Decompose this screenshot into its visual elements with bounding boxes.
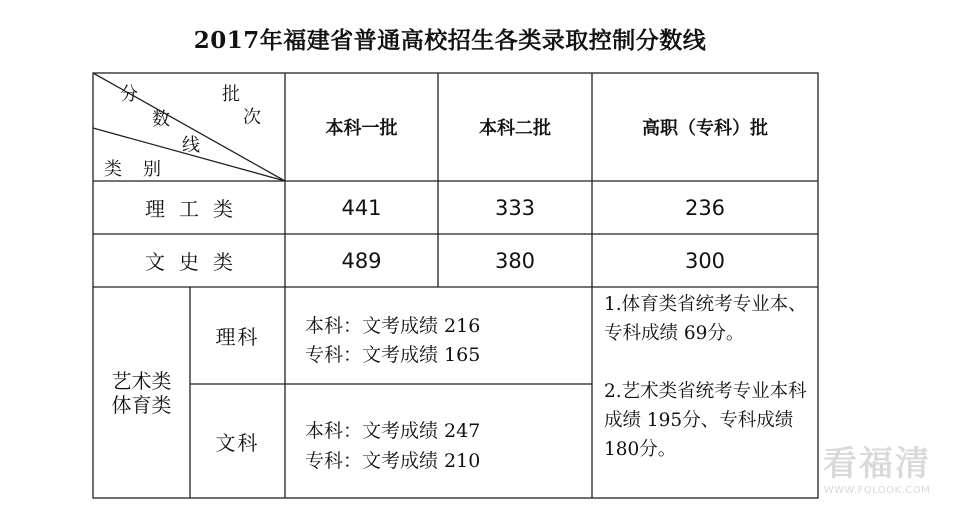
watermark-url: WWW.FQLOOK.COM — [823, 485, 931, 496]
row-category-art-sport — [93, 287, 190, 498]
watermark-brand: 看福清 — [823, 444, 931, 484]
art-sport-liberal-college: 专科：文考成绩 210 — [305, 450, 481, 472]
score-liberal-batch-1: 489 — [341, 248, 382, 273]
score-liberal-batch-2: 380 — [494, 248, 536, 273]
corner-label-pi: 批 — [222, 84, 240, 105]
header-batch-1: 本科一批 — [325, 118, 398, 139]
corner-label-lei: 类 — [104, 159, 122, 180]
score-liberal-vocational: 300 — [684, 248, 726, 273]
art-sport-science-undergrad: 本科：文考成绩 216 — [305, 315, 481, 337]
row-category-liberal-arts: 文史类 — [145, 250, 247, 274]
score-science-batch-2: 333 — [494, 195, 536, 220]
art-sport-science-college: 专科：文考成绩 165 — [305, 344, 481, 366]
corner-label-fen: 分 — [120, 84, 138, 105]
header-batch-2: 本科二批 — [479, 118, 551, 139]
art-sport-liberal-undergrad: 本科：文考成绩 247 — [305, 420, 481, 442]
corner-label-xian: 线 — [182, 135, 200, 156]
score-science-vocational: 236 — [684, 195, 726, 220]
art-sport-liberal-label: 文科 — [215, 430, 260, 455]
art-sport-science-label: 理科 — [215, 325, 260, 349]
page-title: 2017年福建省普通高校招生各类录取控制分数线 — [193, 27, 707, 54]
row-category-science: 理工类 — [145, 197, 247, 221]
category-art-label: 艺术类 — [111, 368, 172, 393]
header-vocational: 高职（专科）批 — [642, 118, 768, 139]
note-art: 2.艺术类省统考专业本科成绩 195分、专科成绩 180分。 — [604, 381, 807, 460]
corner-label-shu: 数 — [152, 109, 170, 130]
note-sport: 1.体育类省统考专业本、专科成绩 69分。 — [604, 294, 807, 344]
category-sport-label: 体育类 — [111, 392, 172, 417]
score-science-batch-1: 441 — [341, 195, 382, 220]
corner-label-ci: 次 — [243, 107, 261, 128]
corner-label-bie: 别 — [143, 159, 161, 180]
watermark-logo — [812, 436, 942, 496]
